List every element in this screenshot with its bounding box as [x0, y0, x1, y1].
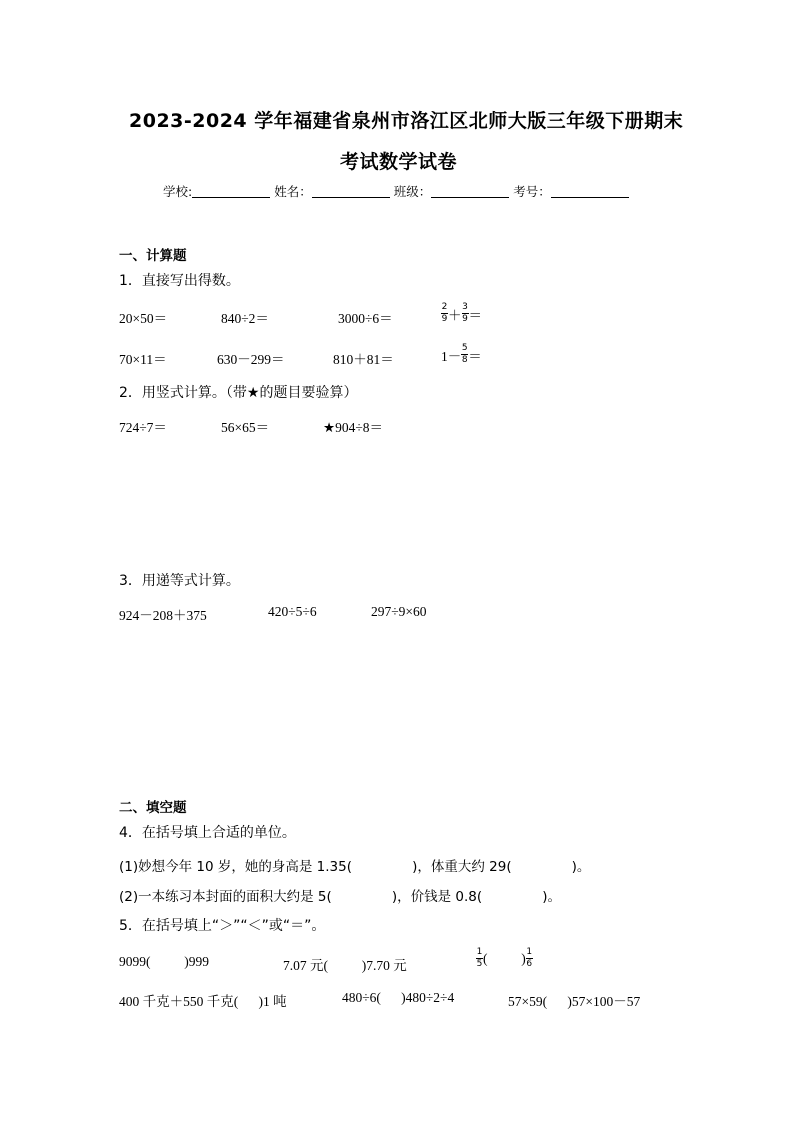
q5-item: 400 千克＋550 千克( )1 吨	[119, 994, 287, 1009]
fraction: $\frac{3}{9}$	[462, 302, 468, 324]
q5-item: 7.07 元( )7.70 元	[283, 958, 407, 973]
name-label: 姓名：	[274, 184, 312, 199]
question-4-text: 4．在括号填上合适的单位。	[119, 825, 296, 841]
q3-item: 420÷5÷6	[268, 604, 317, 619]
school-label: 学校:	[163, 184, 193, 199]
q1-item: 3000÷6＝	[338, 311, 393, 326]
q1-fraction-sum: $\frac{2}{9}$ ＋ $\frac{3}{9}$ ＝	[441, 302, 482, 324]
q1-item: 810＋81＝	[333, 352, 394, 367]
q1-item: 20×50＝	[119, 311, 168, 326]
class-blank[interactable]	[431, 184, 509, 198]
q5-fraction-compare: $\frac{1}{5}$ ( ) $\frac{1}{6}$	[476, 947, 533, 969]
fraction: $\frac{1}{5}$	[476, 947, 483, 969]
q1-fraction-diff: 1－ $\frac{5}{8}$ ＝	[441, 343, 482, 365]
school-blank[interactable]	[192, 184, 270, 198]
name-blank[interactable]	[312, 184, 390, 198]
q4-line-2: (2)一本练习本封面的面积大约是 5( )，价钱是 0.8( )。	[119, 889, 561, 905]
q1-item: 70×11＝	[119, 352, 167, 367]
fraction: $\frac{1}{6}$	[526, 947, 533, 969]
q5-item: 57×59( )57×100－57	[508, 994, 641, 1009]
q2-item: 724÷7＝	[119, 420, 167, 435]
q4-line-1: (1)妙想今年 10 岁，她的身高是 1.35( )，体重大约 29( )。	[119, 859, 591, 875]
section-heading-fill-in: 二、填空题	[119, 800, 187, 816]
class-label: 班级：	[393, 184, 432, 199]
question-2-text: 2．用竖式计算。（带★的题目要验算）	[119, 385, 358, 401]
q1-item: 840÷2＝	[221, 311, 269, 326]
q3-item: 924－208＋375	[119, 608, 207, 623]
q2-item: 56×65＝	[221, 420, 270, 435]
student-info-line	[163, 182, 629, 200]
q5-item: 480÷6( )480÷2÷4	[342, 990, 455, 1005]
fraction: $\frac{2}{9}$	[441, 302, 448, 324]
question-1-text: 1．直接写出得数。	[119, 273, 240, 289]
q2-item: ★904÷8＝	[323, 420, 384, 435]
exam-number-blank[interactable]	[551, 184, 629, 198]
q1-item: 630－299＝	[217, 352, 285, 367]
fraction: $\frac{5}{8}$	[461, 343, 468, 365]
q5-item: 9099( )999	[119, 954, 209, 969]
question-5-text: 5．在括号填上“＞”“＜”或“＝”。	[119, 918, 326, 934]
paper-title-line1: 2023-2024 学年福建省泉州市洛江区北师大版三年级下册期末	[129, 110, 684, 132]
section-heading-calculation: 一、计算题	[119, 248, 187, 264]
question-3-text: 3．用递等式计算。	[119, 573, 240, 589]
paper-title-line2: 考试数学试卷	[340, 151, 458, 173]
q3-item: 297÷9×60	[371, 604, 427, 619]
exam-number-label: 考号：	[513, 184, 551, 199]
